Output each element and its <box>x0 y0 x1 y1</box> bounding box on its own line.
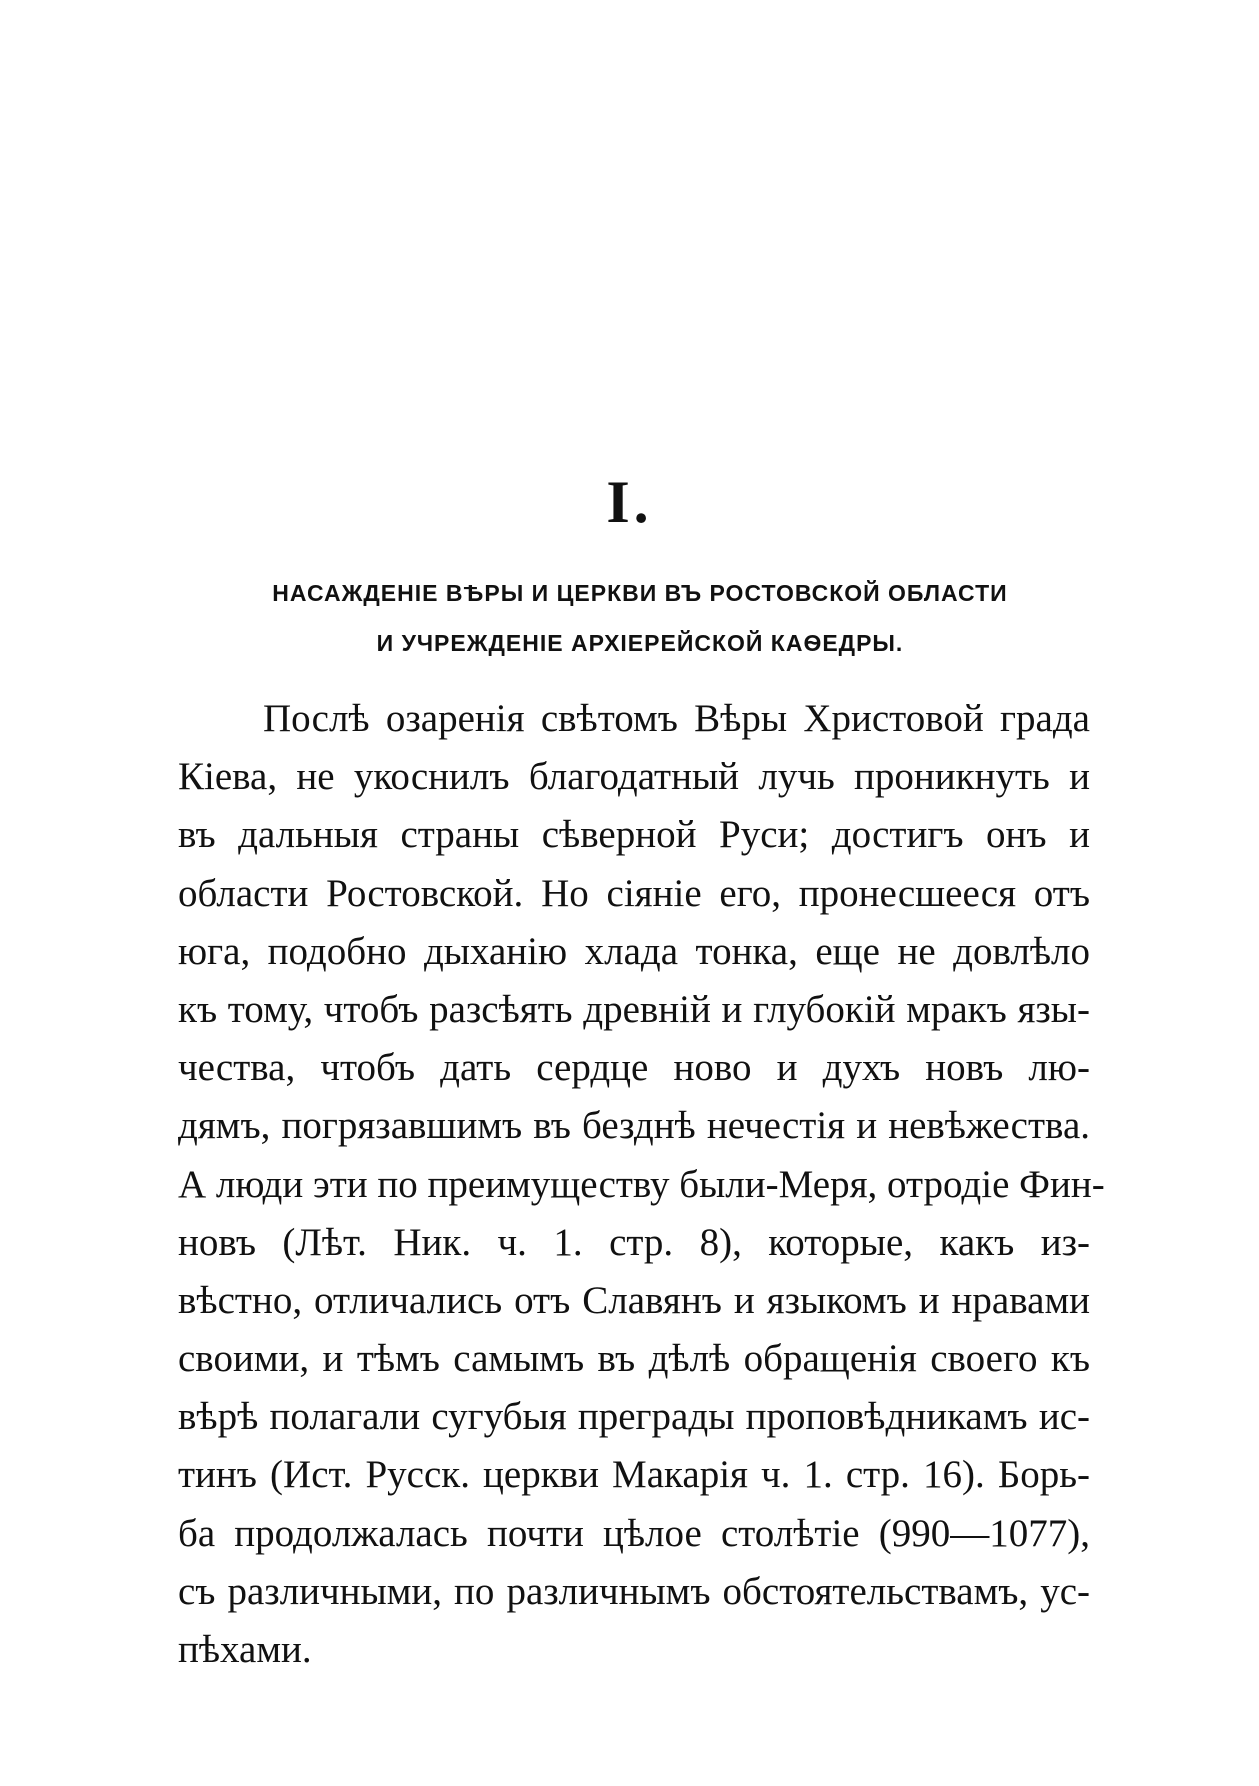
chapter-title-line: НАСАЖДЕНІЕ ВѢРЫ И ЦЕРКВИ ВЪ РОСТОВСКОЙ ОБЛАСТИ <box>272 580 1008 606</box>
chapter-title <box>250 568 1030 668</box>
text-line: къ тому, чтобъ разсѣять древній и глубокій мракъ язы- <box>178 987 1090 1031</box>
text-line: своими, и тѣмъ самымъ въ дѣлѣ обращенія своего къ <box>178 1337 1090 1381</box>
text-line: дямъ, погрязавшимъ въ безднѣ нечестія и невѣжества. <box>178 1104 1090 1148</box>
text-line: вѣстно, отличались отъ Славянъ и языкомъ и нравами <box>178 1278 1090 1322</box>
text-line: съ различными, по различнымъ обстоятельствамъ, ус- <box>178 1569 1090 1613</box>
chapter-number: I. <box>606 469 653 535</box>
text-line: пѣхами. <box>178 1628 312 1671</box>
text-line: юга, подобно дыханію хлада тонка, еще не довлѣло <box>178 929 1090 973</box>
text-line: области Ростовской. Но сіяніе его, пронесшееся отъ <box>178 871 1090 915</box>
chapter-title-line: И УЧРЕЖДЕНІЕ АРХІЕРЕЙСКОЙ КАѲЕДРЫ. <box>376 630 904 656</box>
body-paragraph <box>178 690 1105 1679</box>
text-line: новъ (Лѣт. Ник. ч. 1. стр. 8), которые, какъ из- <box>178 1220 1090 1264</box>
text-line: вѣрѣ полагали сугубыя преграды проповѣдникамъ ис- <box>178 1395 1090 1439</box>
text-line: ба продолжалась почти цѣлое столѣтіе (990—1077), <box>178 1511 1090 1555</box>
text-line: Кіева, не укоснилъ благодатный лучь проникнуть и <box>178 755 1090 799</box>
text-line: въ дальныя страны сѣверной Руси; достигъ онъ и <box>178 813 1090 857</box>
text-line: тинъ (Ист. Русск. церкви Макарія ч. 1. стр. 16). Борь- <box>178 1453 1090 1497</box>
text-line: чества, чтобъ дать сердце ново и духъ новъ лю- <box>178 1046 1090 1090</box>
text-line: А люди эти по преимуществу были-Меря, отродіе Фин- <box>178 1162 1105 1206</box>
text-line: Послѣ озаренія свѣтомъ Вѣры Христовой града <box>263 697 1090 740</box>
